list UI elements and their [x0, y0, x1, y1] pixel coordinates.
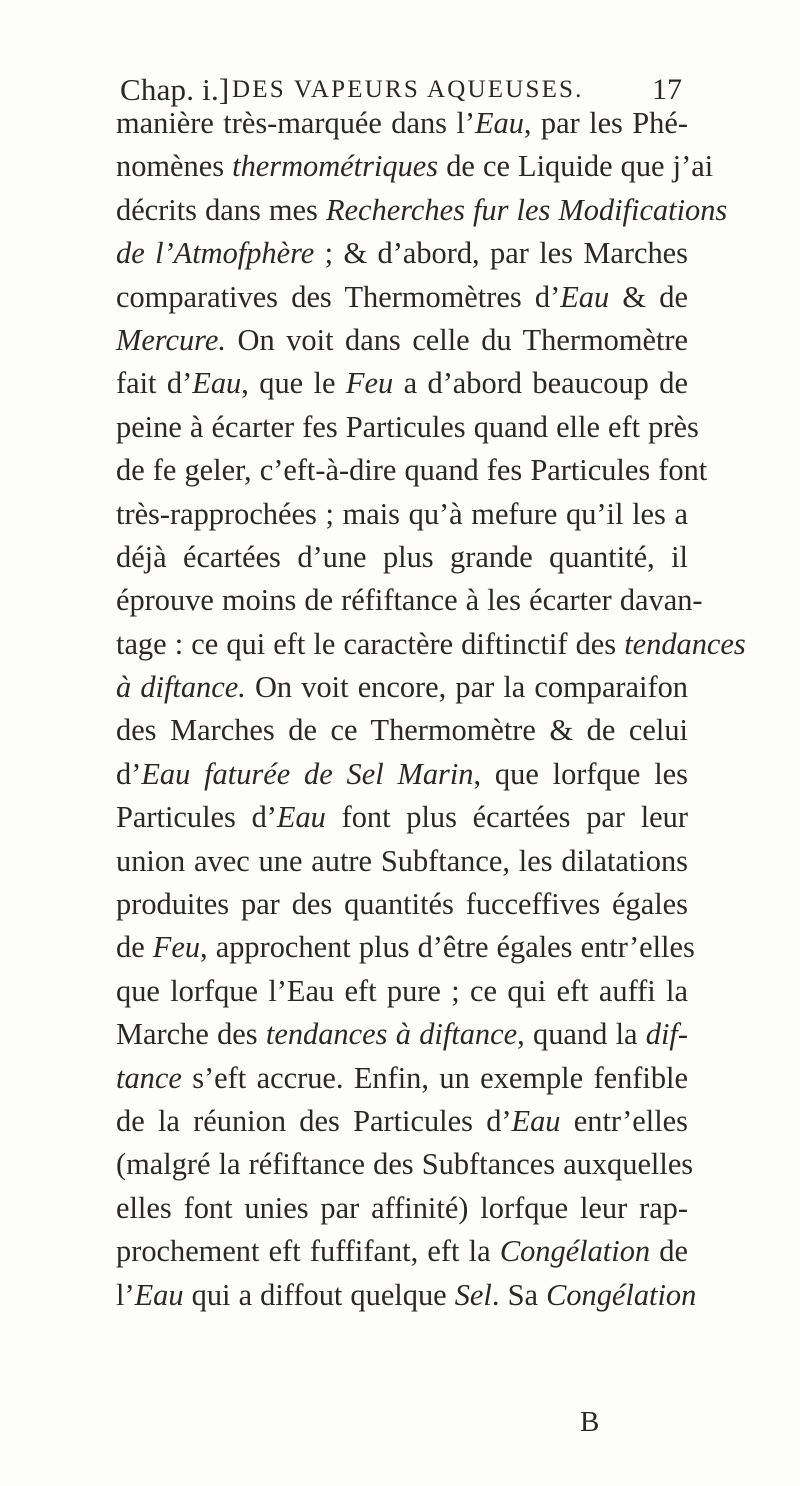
text-line	[116, 1100, 688, 1143]
text-line	[116, 1143, 694, 1186]
italic-text: Eau	[276, 800, 326, 835]
text-line	[116, 449, 708, 492]
text-run: peine à écarter fes Particules quand elle eft près	[116, 409, 699, 444]
text-run: , par les Phé-	[523, 106, 688, 140]
text-run: . Sa	[491, 1277, 547, 1312]
text-run: déjà écartées d’une plus grande quantité, il	[116, 539, 688, 574]
text-line	[116, 1057, 688, 1100]
text-line	[116, 232, 688, 275]
text-run: entr’elles	[560, 1103, 688, 1138]
text-line	[116, 970, 688, 1013]
text-run: On voit dans celle du Thermomètre	[225, 322, 688, 357]
italic-text: Congélation	[546, 1277, 697, 1312]
text-line	[116, 145, 714, 188]
text-line	[116, 1013, 688, 1056]
text-run: de la réunion des Particules d’	[116, 1103, 512, 1138]
text-line	[116, 796, 688, 839]
text-line	[116, 623, 746, 666]
text-line	[116, 276, 688, 319]
text-run: (malgré la réfiftance des Subftances auxquelles	[116, 1147, 694, 1182]
italic-text: Sel	[454, 1277, 492, 1312]
text-run: & de	[609, 279, 688, 314]
text-run: produites par des quantités fucceffives égales	[116, 887, 688, 922]
text-run: l’	[116, 1277, 135, 1312]
italic-text: Congélation	[499, 1234, 651, 1269]
italic-text: tance	[116, 1060, 182, 1095]
text-run: qui a diffout quelque	[183, 1277, 455, 1312]
text-run: , approchent plus d’être égales entr’elles	[200, 930, 695, 965]
text-run: Particules d’	[116, 800, 277, 835]
text-run: , quand la	[517, 1017, 646, 1052]
text-run: très-rapprochées ; mais qu’à mefure qu’il les a	[116, 496, 688, 531]
italic-text: thermométriques	[232, 149, 439, 184]
text-run: font plus écartées par leur	[325, 800, 688, 835]
text-run: union avec une autre Subftance, les dilatations	[116, 843, 688, 878]
text-line	[116, 926, 695, 969]
text-line	[116, 840, 688, 883]
text-line	[116, 1187, 688, 1230]
italic-text: Eau	[192, 366, 242, 401]
italic-text: à diftance.	[116, 670, 246, 705]
signature-mark: B	[580, 1406, 600, 1438]
italic-text: Eau	[134, 1277, 184, 1312]
text-line	[116, 406, 699, 449]
text-run: On voit encore, par la comparaifon	[245, 670, 689, 705]
text-run: de ce Liquide que j’ai	[438, 149, 714, 184]
text-run: elles font unies par affinité) lorfque leur rap-	[116, 1190, 688, 1225]
text-line	[116, 493, 688, 536]
page-number: 17	[652, 73, 682, 106]
text-run: tage : ce qui eft le caractère diftinctif des	[116, 626, 625, 661]
italic-text: Feu	[345, 366, 394, 401]
italic-text: tendances à diftance	[265, 1017, 518, 1052]
text-line	[116, 362, 688, 405]
running-title: DES VAPEURS AQUEUSES.	[232, 76, 584, 103]
text-line	[116, 883, 688, 926]
italic-text: Feu	[152, 930, 201, 965]
italic-text: Mercure.	[116, 322, 226, 357]
text-line	[116, 536, 688, 579]
text-line	[116, 319, 688, 362]
text-run: , que le	[241, 366, 346, 401]
text-run: d’	[116, 756, 142, 791]
text-line	[116, 709, 688, 752]
italic-text: Eau	[511, 1103, 561, 1138]
text-run: comparatives des Thermomètres d’	[116, 279, 561, 314]
text-line	[116, 579, 703, 622]
italic-text: dif-	[645, 1017, 688, 1052]
text-run: de fe geler, c’eft-à-dire quand fes Particules font	[116, 453, 708, 488]
body-text	[116, 102, 746, 1317]
text-line	[116, 1274, 697, 1317]
italic-text: Eau	[560, 279, 610, 314]
text-run: prochement eft fuffifant, eft la	[116, 1234, 500, 1269]
text-run: fait d’	[116, 366, 193, 401]
text-run: nomènes	[116, 149, 233, 184]
italic-text: Eau faturée de Sel Marin	[141, 756, 474, 791]
text-run: des Marches de ce Thermomètre & de celui	[116, 713, 688, 748]
text-run: , que lorfque les	[473, 756, 688, 791]
text-line	[116, 102, 688, 145]
text-line	[116, 189, 728, 232]
text-run: de	[650, 1234, 688, 1269]
text-run: Marche des	[116, 1017, 266, 1052]
text-run: s’eft accrue. Enfin, un exemple fenfible	[181, 1060, 688, 1095]
italic-text: Recherches fur les Modifications	[325, 192, 728, 227]
text-run: décrits dans mes	[116, 192, 326, 227]
text-run: manière très-marquée dans l’	[116, 106, 475, 140]
text-line	[116, 666, 688, 709]
chapter-label: Chap. i.]	[120, 72, 230, 107]
text-run: éprouve moins de réfiftance à les écarter davan-	[116, 583, 703, 618]
italic-text: de l’Atmofphère	[116, 236, 315, 271]
italic-text: tendances	[624, 626, 746, 661]
text-run: ; & d’abord, par les Marches	[314, 236, 688, 271]
text-run: de	[116, 930, 153, 965]
text-line	[116, 753, 688, 796]
text-run: que lorfque l’Eau eft pure ; ce qui eft auffi la	[116, 973, 688, 1008]
text-line	[116, 1230, 688, 1273]
text-run: a d’abord beaucoup de	[393, 366, 688, 401]
italic-text: Eau	[474, 106, 524, 140]
